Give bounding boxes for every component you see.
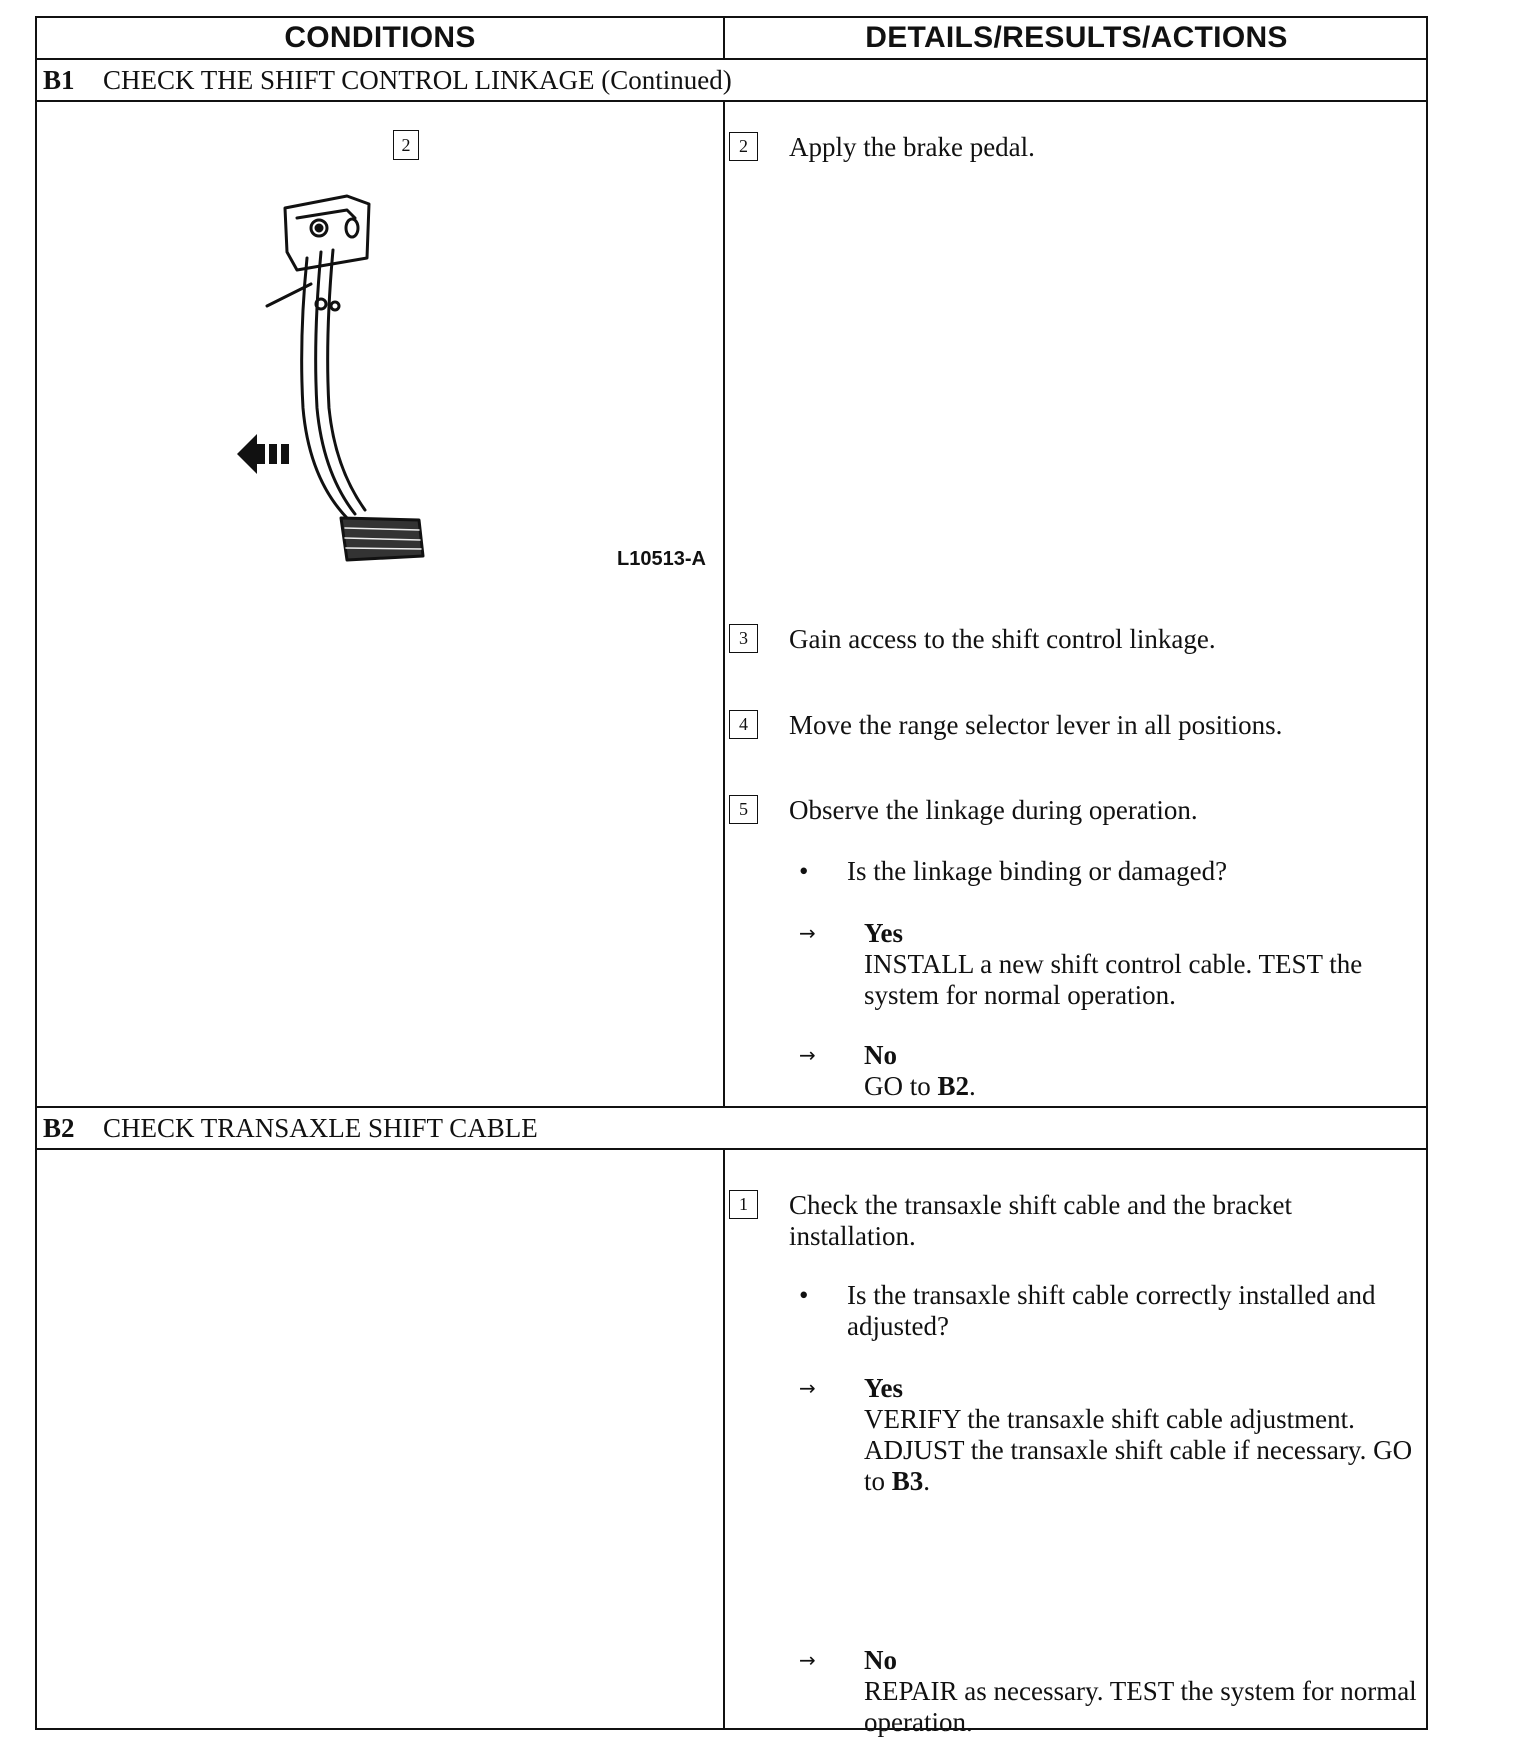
section-title: CHECK THE SHIFT CONTROL LINKAGE (Continued)	[103, 65, 732, 95]
step-text: Gain access to the shift control linkage.	[789, 624, 1216, 654]
step-text: Check the transaxle shift cable and the bracket installation.	[789, 1190, 1293, 1251]
answer-text: GO to B2.	[864, 1071, 976, 1101]
step-number-box: 4	[729, 710, 758, 739]
section-id: B1	[43, 65, 75, 95]
divider	[37, 1148, 1426, 1150]
arrow-right-icon: →	[799, 1376, 816, 1400]
column-header-conditions: CONDITIONS	[284, 21, 476, 54]
section-header-b2	[43, 1108, 538, 1148]
section-reference: B2	[937, 1071, 970, 1101]
figure-label: L10513-A	[617, 548, 706, 570]
step-text: Observe the linkage during operation.	[789, 795, 1198, 825]
section-reference: B3	[891, 1466, 924, 1496]
answer-label: No	[864, 1040, 897, 1070]
answer-text: INSTALL a new shift control cable. TEST the system for normal operation.	[864, 949, 1363, 1010]
step-text: Move the range selector lever in all positions.	[789, 710, 1283, 740]
divider	[723, 100, 725, 1106]
step-number-box: 5	[729, 795, 758, 824]
bullet-icon: •	[799, 1280, 809, 1310]
answer-label: Yes	[864, 1373, 903, 1403]
arrow-right-icon: →	[799, 1648, 816, 1672]
brake-pedal-illustration	[237, 188, 477, 568]
diagnostic-table	[35, 16, 1428, 1737]
answer-text: REPAIR as necessary. TEST the system for normal operation.	[864, 1676, 1417, 1737]
step-number-box: 2	[729, 132, 758, 161]
answer-text: VERIFY the transaxle shift cable adjustment. ADJUST the transaxle shift cable if necessary. GO to B3.	[864, 1404, 1413, 1496]
step-text: Apply the brake pedal.	[789, 132, 1035, 162]
step-number-box: 3	[729, 624, 758, 653]
section-id: B2	[43, 1113, 75, 1143]
answer-label: No	[864, 1645, 897, 1675]
section-header-b1	[43, 60, 732, 100]
divider	[723, 18, 725, 58]
question-text: Is the linkage binding or damaged?	[847, 856, 1228, 886]
divider	[723, 1148, 725, 1730]
answer-label: Yes	[864, 918, 903, 948]
divider	[37, 100, 1426, 102]
column-header-details: DETAILS/RESULTS/ACTIONS	[865, 21, 1288, 54]
question-text: Is the transaxle shift cable correctly installed and adjusted?	[847, 1280, 1376, 1341]
arrow-right-icon: →	[799, 1043, 816, 1067]
arrow-right-icon: →	[799, 921, 816, 945]
bullet-icon: •	[799, 856, 809, 886]
step-number-box: 1	[729, 1190, 758, 1219]
figure-step-box: 2	[393, 130, 419, 160]
section-title: CHECK TRANSAXLE SHIFT CABLE	[103, 1113, 538, 1143]
